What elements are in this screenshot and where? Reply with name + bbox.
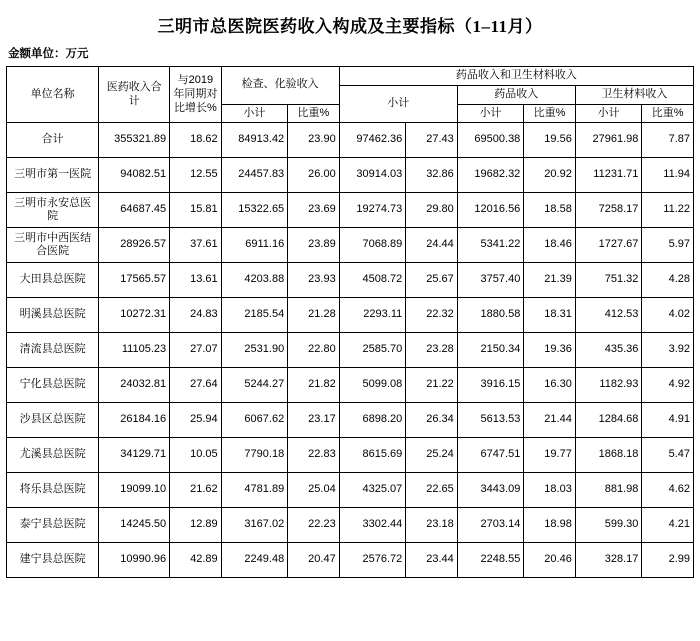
cell-unit-name: 将乐县总医院 bbox=[7, 473, 99, 508]
cell-drug-ratio: 19.36 bbox=[524, 333, 576, 368]
cell-growth: 18.62 bbox=[170, 123, 222, 158]
cell-mat-ratio: 2.99 bbox=[642, 543, 694, 578]
table-row bbox=[7, 403, 694, 438]
cell-exam-subtotal: 4203.88 bbox=[221, 263, 288, 298]
cell-unit-name: 泰宁县总医院 bbox=[7, 508, 99, 543]
col-medicine-income-total: 医药收入合计 bbox=[99, 67, 170, 123]
cell-mat-subtotal: 881.98 bbox=[575, 473, 642, 508]
cell-growth: 15.81 bbox=[170, 193, 222, 228]
col-exam-ratio: 比重% bbox=[288, 104, 340, 123]
cell-mat-ratio: 4.21 bbox=[642, 508, 694, 543]
cell-mat-ratio: 5.97 bbox=[642, 228, 694, 263]
col-material-subtotal: 小计 bbox=[575, 104, 642, 123]
cell-dm-subtotal: 4325.07 bbox=[339, 473, 406, 508]
cell-dm-subtotal: 2585.70 bbox=[339, 333, 406, 368]
cell-drug-ratio: 18.98 bbox=[524, 508, 576, 543]
cell-mat-subtotal: 7258.17 bbox=[575, 193, 642, 228]
cell-exam-subtotal: 3167.02 bbox=[221, 508, 288, 543]
cell-mat-ratio: 4.62 bbox=[642, 473, 694, 508]
cell-dm-ratio: 26.34 bbox=[406, 403, 458, 438]
col-material-ratio: 比重% bbox=[642, 104, 694, 123]
table-body bbox=[7, 123, 694, 578]
col-growth-vs-2019: 与2019年同期对比增长% bbox=[170, 67, 222, 123]
cell-mat-subtotal: 11231.71 bbox=[575, 158, 642, 193]
cell-exam-ratio: 22.83 bbox=[288, 438, 340, 473]
cell-mat-ratio: 4.02 bbox=[642, 298, 694, 333]
cell-dm-ratio: 27.43 bbox=[406, 123, 458, 158]
table-row bbox=[7, 298, 694, 333]
cell-total: 64687.45 bbox=[99, 193, 170, 228]
cell-mat-ratio: 11.94 bbox=[642, 158, 694, 193]
cell-dm-subtotal: 30914.03 bbox=[339, 158, 406, 193]
cell-exam-ratio: 26.00 bbox=[288, 158, 340, 193]
cell-mat-subtotal: 599.30 bbox=[575, 508, 642, 543]
cell-exam-subtotal: 6067.62 bbox=[221, 403, 288, 438]
cell-mat-subtotal: 435.36 bbox=[575, 333, 642, 368]
cell-total: 94082.51 bbox=[99, 158, 170, 193]
cell-dm-subtotal: 19274.73 bbox=[339, 193, 406, 228]
cell-drug-ratio: 18.03 bbox=[524, 473, 576, 508]
cell-drug-subtotal: 19682.32 bbox=[457, 158, 524, 193]
table-row bbox=[7, 473, 694, 508]
cell-growth: 24.83 bbox=[170, 298, 222, 333]
cell-unit-name: 合计 bbox=[7, 123, 99, 158]
cell-drug-ratio: 16.30 bbox=[524, 368, 576, 403]
cell-total: 11105.23 bbox=[99, 333, 170, 368]
cell-mat-ratio: 4.28 bbox=[642, 263, 694, 298]
cell-exam-subtotal: 84913.42 bbox=[221, 123, 288, 158]
cell-mat-ratio: 11.22 bbox=[642, 193, 694, 228]
cell-dm-ratio: 22.32 bbox=[406, 298, 458, 333]
unit-note: 金额单位：万元 bbox=[8, 48, 89, 60]
col-drug-material-income: 药品收入和卫生材料收入 bbox=[339, 67, 693, 86]
cell-exam-subtotal: 15322.65 bbox=[221, 193, 288, 228]
cell-total: 24032.81 bbox=[99, 368, 170, 403]
cell-mat-ratio: 7.87 bbox=[642, 123, 694, 158]
cell-unit-name: 建宁县总医院 bbox=[7, 543, 99, 578]
cell-dm-subtotal: 3302.44 bbox=[339, 508, 406, 543]
cell-unit-name: 三明市永安总医院 bbox=[7, 193, 99, 228]
cell-mat-ratio: 5.47 bbox=[642, 438, 694, 473]
cell-dm-ratio: 32.86 bbox=[406, 158, 458, 193]
cell-dm-ratio: 23.28 bbox=[406, 333, 458, 368]
cell-total: 34129.71 bbox=[99, 438, 170, 473]
cell-drug-subtotal: 69500.38 bbox=[457, 123, 524, 158]
cell-mat-ratio: 4.91 bbox=[642, 403, 694, 438]
cell-drug-subtotal: 3916.15 bbox=[457, 368, 524, 403]
cell-exam-subtotal: 2185.54 bbox=[221, 298, 288, 333]
cell-growth: 42.89 bbox=[170, 543, 222, 578]
col-exam-test-income: 检查、化验收入 bbox=[221, 67, 339, 105]
cell-drug-subtotal: 5613.53 bbox=[457, 403, 524, 438]
cell-drug-subtotal: 5341.22 bbox=[457, 228, 524, 263]
cell-unit-name: 大田县总医院 bbox=[7, 263, 99, 298]
cell-drug-ratio: 18.58 bbox=[524, 193, 576, 228]
col-drug-subtotal: 小计 bbox=[457, 104, 524, 123]
cell-mat-subtotal: 412.53 bbox=[575, 298, 642, 333]
table-row bbox=[7, 543, 694, 578]
col-material-income: 卫生材料收入 bbox=[575, 85, 693, 104]
cell-dm-subtotal: 4508.72 bbox=[339, 263, 406, 298]
cell-drug-ratio: 19.56 bbox=[524, 123, 576, 158]
cell-total: 10272.31 bbox=[99, 298, 170, 333]
cell-dm-ratio: 29.80 bbox=[406, 193, 458, 228]
cell-dm-subtotal: 97462.36 bbox=[339, 123, 406, 158]
cell-growth: 27.64 bbox=[170, 368, 222, 403]
table-row bbox=[7, 158, 694, 193]
cell-exam-subtotal: 2249.48 bbox=[221, 543, 288, 578]
cell-drug-subtotal: 3757.40 bbox=[457, 263, 524, 298]
cell-drug-ratio: 20.46 bbox=[524, 543, 576, 578]
cell-growth: 37.61 bbox=[170, 228, 222, 263]
cell-exam-subtotal: 6911.16 bbox=[221, 228, 288, 263]
cell-total: 14245.50 bbox=[99, 508, 170, 543]
cell-exam-ratio: 23.90 bbox=[288, 123, 340, 158]
cell-total: 19099.10 bbox=[99, 473, 170, 508]
cell-mat-ratio: 4.92 bbox=[642, 368, 694, 403]
cell-mat-subtotal: 328.17 bbox=[575, 543, 642, 578]
cell-exam-ratio: 23.17 bbox=[288, 403, 340, 438]
table-row bbox=[7, 228, 694, 263]
cell-drug-ratio: 19.77 bbox=[524, 438, 576, 473]
cell-exam-ratio: 25.04 bbox=[288, 473, 340, 508]
cell-exam-subtotal: 7790.18 bbox=[221, 438, 288, 473]
cell-dm-ratio: 23.44 bbox=[406, 543, 458, 578]
cell-dm-subtotal: 8615.69 bbox=[339, 438, 406, 473]
table-row bbox=[7, 263, 694, 298]
cell-total: 26184.16 bbox=[99, 403, 170, 438]
col-dm-subtotal: 小计 bbox=[339, 85, 457, 123]
cell-growth: 25.94 bbox=[170, 403, 222, 438]
cell-drug-ratio: 18.46 bbox=[524, 228, 576, 263]
cell-mat-subtotal: 1284.68 bbox=[575, 403, 642, 438]
table-row bbox=[7, 438, 694, 473]
cell-dm-subtotal: 6898.20 bbox=[339, 403, 406, 438]
cell-unit-name: 尤溪县总医院 bbox=[7, 438, 99, 473]
cell-exam-subtotal: 4781.89 bbox=[221, 473, 288, 508]
cell-drug-subtotal: 3443.09 bbox=[457, 473, 524, 508]
cell-drug-ratio: 20.92 bbox=[524, 158, 576, 193]
cell-exam-ratio: 22.23 bbox=[288, 508, 340, 543]
cell-total: 355321.89 bbox=[99, 123, 170, 158]
cell-growth: 21.62 bbox=[170, 473, 222, 508]
cell-unit-name: 明溪县总医院 bbox=[7, 298, 99, 333]
cell-unit-name: 三明市第一医院 bbox=[7, 158, 99, 193]
cell-drug-subtotal: 6747.51 bbox=[457, 438, 524, 473]
cell-drug-ratio: 21.39 bbox=[524, 263, 576, 298]
cell-dm-subtotal: 5099.08 bbox=[339, 368, 406, 403]
cell-dm-ratio: 25.24 bbox=[406, 438, 458, 473]
col-drug-income: 药品收入 bbox=[457, 85, 575, 104]
cell-growth: 10.05 bbox=[170, 438, 222, 473]
col-unit-name: 单位名称 bbox=[7, 67, 99, 123]
cell-unit-name: 宁化县总医院 bbox=[7, 368, 99, 403]
cell-total: 10990.96 bbox=[99, 543, 170, 578]
cell-exam-subtotal: 2531.90 bbox=[221, 333, 288, 368]
cell-dm-ratio: 23.18 bbox=[406, 508, 458, 543]
cell-drug-subtotal: 2150.34 bbox=[457, 333, 524, 368]
cell-mat-ratio: 3.92 bbox=[642, 333, 694, 368]
cell-mat-subtotal: 1727.67 bbox=[575, 228, 642, 263]
table-header bbox=[7, 67, 694, 123]
cell-dm-ratio: 22.65 bbox=[406, 473, 458, 508]
cell-total: 17565.57 bbox=[99, 263, 170, 298]
cell-exam-ratio: 20.47 bbox=[288, 543, 340, 578]
cell-mat-subtotal: 751.32 bbox=[575, 263, 642, 298]
cell-total: 28926.57 bbox=[99, 228, 170, 263]
table-row bbox=[7, 123, 694, 158]
cell-drug-subtotal: 2248.55 bbox=[457, 543, 524, 578]
cell-exam-ratio: 23.89 bbox=[288, 228, 340, 263]
cell-exam-ratio: 23.93 bbox=[288, 263, 340, 298]
cell-growth: 13.61 bbox=[170, 263, 222, 298]
cell-dm-ratio: 24.44 bbox=[406, 228, 458, 263]
table-row bbox=[7, 333, 694, 368]
cell-exam-subtotal: 24457.83 bbox=[221, 158, 288, 193]
page-title: 三明市总医院医药收入构成及主要指标（1–11月） bbox=[157, 17, 543, 36]
cell-drug-ratio: 21.44 bbox=[524, 403, 576, 438]
cell-dm-ratio: 25.67 bbox=[406, 263, 458, 298]
col-drug-ratio: 比重% bbox=[524, 104, 576, 123]
cell-exam-ratio: 23.69 bbox=[288, 193, 340, 228]
cell-growth: 12.55 bbox=[170, 158, 222, 193]
cell-dm-subtotal: 2576.72 bbox=[339, 543, 406, 578]
cell-drug-subtotal: 12016.56 bbox=[457, 193, 524, 228]
cell-mat-subtotal: 27961.98 bbox=[575, 123, 642, 158]
cell-growth: 27.07 bbox=[170, 333, 222, 368]
cell-drug-subtotal: 2703.14 bbox=[457, 508, 524, 543]
cell-exam-subtotal: 5244.27 bbox=[221, 368, 288, 403]
cell-drug-ratio: 18.31 bbox=[524, 298, 576, 333]
income-structure-table bbox=[6, 66, 694, 578]
cell-mat-subtotal: 1182.93 bbox=[575, 368, 642, 403]
cell-unit-name: 清流县总医院 bbox=[7, 333, 99, 368]
cell-dm-subtotal: 2293.11 bbox=[339, 298, 406, 333]
table-row bbox=[7, 368, 694, 403]
cell-exam-ratio: 21.82 bbox=[288, 368, 340, 403]
col-exam-subtotal: 小计 bbox=[221, 104, 288, 123]
table-row bbox=[7, 193, 694, 228]
cell-dm-subtotal: 7068.89 bbox=[339, 228, 406, 263]
header-row-1 bbox=[7, 67, 694, 86]
cell-unit-name: 沙县区总医院 bbox=[7, 403, 99, 438]
cell-dm-ratio: 21.22 bbox=[406, 368, 458, 403]
table-row bbox=[7, 508, 694, 543]
cell-unit-name: 三明市中西医结合医院 bbox=[7, 228, 99, 263]
cell-exam-ratio: 22.80 bbox=[288, 333, 340, 368]
cell-exam-ratio: 21.28 bbox=[288, 298, 340, 333]
cell-growth: 12.89 bbox=[170, 508, 222, 543]
cell-drug-subtotal: 1880.58 bbox=[457, 298, 524, 333]
cell-mat-subtotal: 1868.18 bbox=[575, 438, 642, 473]
